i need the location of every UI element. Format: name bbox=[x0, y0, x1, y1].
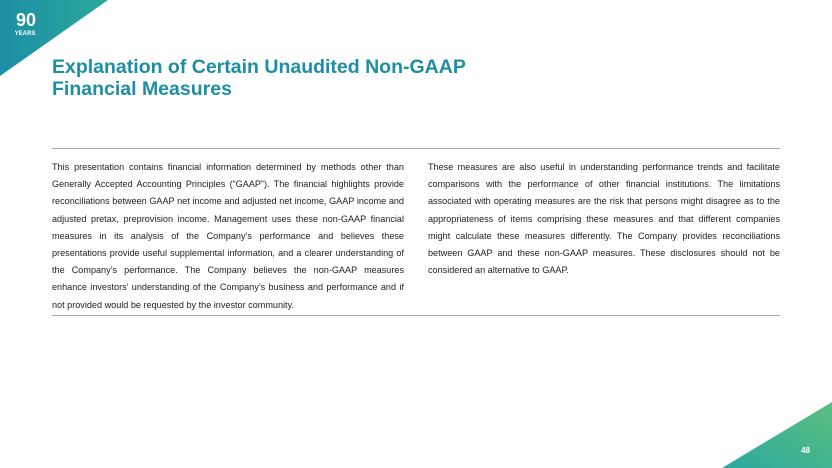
title-line-1: Explanation of Certain Unaudited Non-GAAP bbox=[52, 56, 466, 78]
bottom-divider bbox=[52, 315, 780, 316]
badge-label: YEARS bbox=[14, 31, 36, 37]
top-divider bbox=[52, 148, 780, 149]
right-column-text: These measures are also useful in understanding performance trends and facilitate comparisons with the performance of other financial institutions. The limitations associated with operating measures are the risk that persons might disagree as to the appropriateness of items comprising these measures and that different companies might calculate these measures differently. The Company provides reconciliations between GAAP and these non-GAAP measures. These disclosures should not be considered an alternative to GAAP. bbox=[428, 162, 780, 276]
badge-number: 90 bbox=[15, 10, 37, 30]
title-line-2: Financial Measures bbox=[52, 78, 232, 100]
left-column-text: This presentation contains financial information determined by methods other than Generally Accepted Accounting Principles (“GAAP”). The financial highlights provide reconciliations between GAAP net income and adjusted net income, GAAP income and adjusted pretax, preprovision income. Management uses these non-GAAP financial measures in its analysis of the Company’s performance and believes these presentations provide useful supplemental information, and a clearer understanding of the Company’s performance. The Company believes the non-GAAP measures enhance investors’ understanding of the Company’s business and performance and if not provided would be requested by the investor community. bbox=[52, 162, 404, 310]
footer-triangle bbox=[722, 402, 832, 468]
page-title bbox=[52, 56, 466, 100]
page-number: 48 bbox=[801, 446, 810, 455]
footer-wedge bbox=[722, 402, 832, 468]
